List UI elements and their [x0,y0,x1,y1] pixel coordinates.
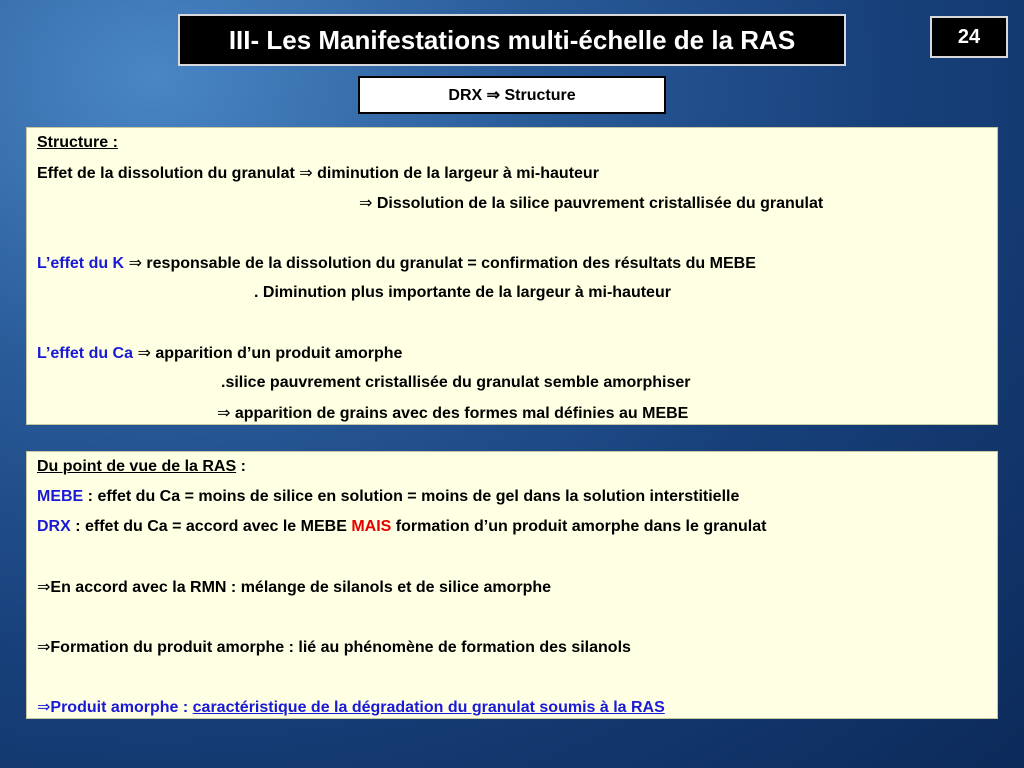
ras-heading-text: Du point de vue de la RAS [37,458,237,475]
ras-panel [26,451,998,719]
page-number: 24 [930,16,1008,58]
effect-k-label: L’effet du K [37,255,125,272]
drx-label: DRX [37,518,71,535]
line-text: formation d’un produit amorphe dans le granulat [391,518,767,535]
structure-line-1 [37,158,987,188]
effect-ca-label: L’effet du Ca [37,345,134,362]
spacer [37,602,987,632]
structure-line-3 [37,248,987,278]
structure-line-6 [37,368,987,398]
ras-line-5 [37,692,987,722]
implies-arrow-icon: ⇒ [37,697,51,716]
implies-arrow-icon: ⇒ [37,577,51,596]
line-text: En accord avec la RMN : mélange de silanols et de silice amorphe [50,579,552,596]
subtitle-box: DRX ⇒ Structure [358,76,666,114]
ras-line-1 [37,482,987,512]
line-text: apparition d’un produit amorphe [155,345,403,362]
structure-heading-text: Structure : [37,134,118,151]
slide-title: III- Les Manifestations multi-échelle de la RAS [178,14,846,66]
implies-arrow-icon: ⇒ [217,403,231,422]
ras-line-3 [37,572,987,602]
structure-line-2 [37,188,987,218]
line-text: Dissolution de la silice pauvrement cristallisée du granulat [376,195,824,212]
ras-heading-colon: : [236,458,246,475]
ras-heading [37,452,987,482]
mais-label: MAIS [351,518,392,535]
line-text: : effet du Ca = moins de silice en solution = moins de gel dans la solution interstitielle [83,488,740,505]
spacer [37,308,987,338]
line-text: Effet de la dissolution du granulat [37,165,295,182]
spacer [37,542,987,572]
line-text: : effet du Ca = accord avec le MEBE [70,518,352,535]
line-text: responsable de la dissolution du granulat = confirmation des résultats du MEBE [146,255,756,272]
spacer [37,662,987,692]
structure-line-4 [37,278,987,308]
ras-line-2 [37,512,987,542]
ras-line-4 [37,632,987,662]
line-text: . Diminution plus importante de la largeur à mi-hauteur [254,284,671,301]
structure-line-5 [37,338,987,368]
implies-arrow-icon: ⇒ [37,637,51,656]
line-text: apparition de grains avec des formes mal définies au MEBE [234,405,689,422]
line-text: .silice pauvrement cristallisée du granulat semble amorphiser [221,374,691,391]
implies-arrow-icon: ⇒ [128,253,142,272]
spacer [37,218,987,248]
produit-amorphe-label: Produit amorphe : [50,699,193,716]
mebe-label: MEBE [37,488,84,505]
structure-line-7 [37,398,987,428]
implies-arrow-icon: ⇒ [137,343,151,362]
implies-arrow-icon: ⇒ [299,163,313,182]
line-text: diminution de la largeur à mi-hauteur [317,165,599,182]
structure-panel [26,127,998,425]
conclusion-text: caractéristique de la dégradation du granulat soumis à la RAS [192,699,665,716]
line-text: Formation du produit amorphe : lié au phénomène de formation des silanols [50,639,631,656]
structure-heading [37,128,987,158]
implies-arrow-icon: ⇒ [359,193,373,212]
